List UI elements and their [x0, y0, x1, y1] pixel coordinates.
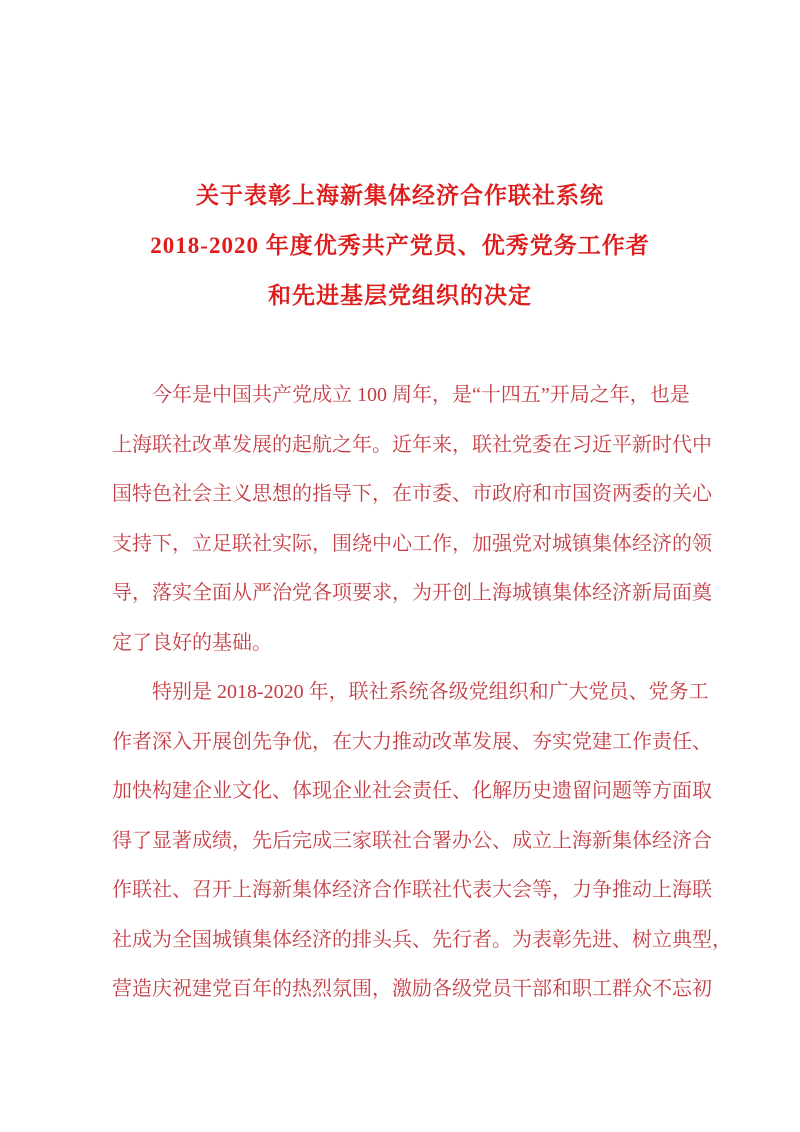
- paragraph-line: 国特色社会主义思想的指导下，在市委、市政府和市国资两委的关心: [112, 483, 712, 505]
- paragraph-line: 作者深入开展创先争优，在大力推动改革发展、夯实党建工作责任、: [112, 730, 712, 753]
- paragraph-line: 今年是中国共产党成立 100 周年，是“十四五”开局之年，也是: [152, 384, 690, 406]
- title-line: 2018-2020 年度优秀共产党员、优秀党务工作者: [150, 233, 650, 258]
- document-title: [112, 171, 688, 321]
- paragraph-line: 加快构建企业文化、体现企业社会责任、化解历史遗留问题等方面取: [112, 780, 712, 802]
- paragraph-line: 得了显著成绩，先后完成三家联社合署办公、成立上海新集体经济合: [112, 829, 712, 852]
- paragraph-line: 支持下，立足联社实际，围绕中心工作，加强党对城镇集体经济的领: [112, 532, 712, 555]
- paragraph-line: 导，落实全面从严治党各项要求，为开创上海城镇集体经济新局面奠: [112, 582, 712, 604]
- paragraph-line: 社成为全国城镇集体经济的排头兵、先行者。为表彰先进、树立典型，: [112, 928, 732, 951]
- title-line: 和先进基层党组织的决定: [268, 283, 532, 308]
- title-line: 关于表彰上海新集体经济合作联社系统: [196, 183, 604, 208]
- paragraph-line: 定了良好的基础。: [112, 631, 272, 654]
- paragraph-line: 上海联社改革发展的起航之年。近年来，联社党委在习近平新时代中: [112, 433, 712, 456]
- paragraph: [112, 371, 712, 668]
- paragraph-line: 作联社、召开上海新集体经济合作联社代表大会等，力争推动上海联: [112, 879, 712, 901]
- paragraph: [112, 668, 732, 1015]
- document-body: [112, 371, 732, 1015]
- paragraph-line: 营造庆祝建党百年的热烈氛围，激励各级党员干部和职工群众不忘初: [112, 978, 712, 1000]
- paragraph-line: 特别是 2018-2020 年，联社系统各级党组织和广大党员、党务工: [152, 681, 709, 703]
